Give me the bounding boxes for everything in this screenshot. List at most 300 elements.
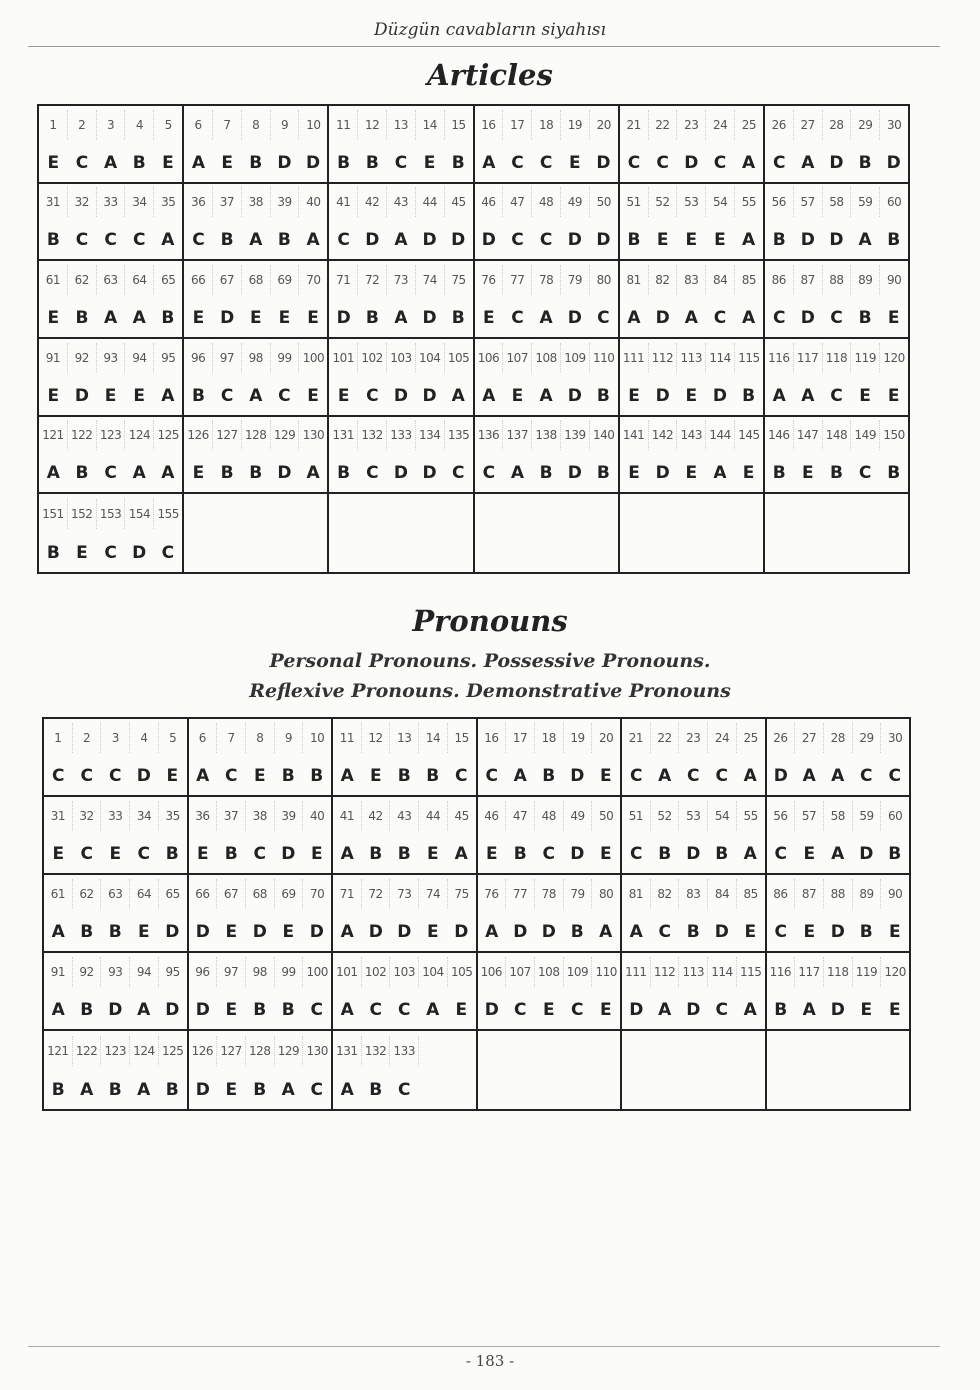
answer-group bbox=[329, 339, 474, 415]
question-number: 123 bbox=[97, 420, 126, 450]
answer-group bbox=[622, 719, 767, 795]
question-number: 100 bbox=[302, 350, 325, 365]
answer-letter-row bbox=[475, 454, 618, 492]
question-number: 18 bbox=[535, 723, 564, 753]
answer-group bbox=[333, 1031, 478, 1109]
question-number: 109 bbox=[564, 957, 593, 987]
answer-letter-row bbox=[478, 1070, 621, 1109]
answer-group bbox=[475, 339, 620, 415]
answer-letter: C bbox=[109, 766, 122, 786]
answer-letter-row bbox=[767, 1070, 910, 1109]
question-number: 108 bbox=[532, 343, 561, 373]
answer-letter: D bbox=[567, 230, 582, 251]
answer-letter: A bbox=[451, 385, 465, 406]
answer-letter: A bbox=[482, 385, 496, 406]
answer-letter: C bbox=[366, 463, 379, 484]
question-number: 80 bbox=[596, 273, 611, 288]
answer-group bbox=[478, 1031, 623, 1109]
question-number: 41 bbox=[329, 187, 358, 217]
answer-letter: A bbox=[485, 922, 499, 942]
answer-group bbox=[478, 875, 623, 951]
question-number: 39 bbox=[275, 801, 304, 831]
question-number-row bbox=[478, 875, 621, 913]
question-number: 126 bbox=[184, 420, 213, 450]
question-number: 97 bbox=[217, 957, 246, 987]
answer-letter: A bbox=[394, 230, 408, 251]
question-number: 115 bbox=[738, 350, 760, 365]
answer-group bbox=[620, 106, 765, 182]
answer-letter: B bbox=[192, 385, 205, 406]
answer-group bbox=[44, 875, 189, 951]
question-number: 118 bbox=[824, 957, 853, 987]
question-number: 63 bbox=[101, 879, 130, 909]
answer-letter: C bbox=[687, 766, 700, 786]
question-number-row bbox=[475, 184, 618, 222]
answer-letter: D bbox=[195, 1000, 210, 1020]
answer-letter: B bbox=[46, 542, 60, 563]
answer-letter: C bbox=[398, 1079, 411, 1100]
answer-letter: B bbox=[80, 922, 94, 942]
answer-group bbox=[44, 797, 189, 873]
question-number-row bbox=[184, 106, 327, 144]
question-number-row bbox=[767, 797, 910, 835]
answer-group bbox=[184, 494, 329, 572]
question-number: 24 bbox=[708, 723, 737, 753]
question-number: 108 bbox=[535, 957, 564, 987]
question-number-row bbox=[184, 261, 327, 299]
answer-letter: E bbox=[483, 307, 495, 328]
question-number: 132 bbox=[362, 1036, 391, 1066]
answer-group bbox=[767, 953, 910, 1029]
answer-letter: C bbox=[220, 385, 234, 406]
answer-group bbox=[189, 875, 334, 951]
question-number: 91 bbox=[39, 343, 68, 373]
answer-letter: C bbox=[104, 230, 117, 251]
answer-band bbox=[39, 106, 908, 184]
answer-group bbox=[620, 184, 765, 260]
answer-letter-row bbox=[765, 533, 908, 572]
answer-band bbox=[44, 875, 909, 953]
answer-letter-row bbox=[622, 991, 765, 1029]
question-number-row bbox=[44, 797, 187, 835]
answer-letter-row bbox=[44, 991, 187, 1029]
answer-letter: C bbox=[627, 152, 641, 173]
answer-letter: A bbox=[831, 766, 845, 786]
question-number: 8 bbox=[242, 110, 271, 140]
question-number: 58 bbox=[824, 801, 853, 831]
question-number: 64 bbox=[125, 265, 154, 295]
question-number: 125 bbox=[161, 1043, 184, 1058]
question-number: 59 bbox=[851, 187, 880, 217]
question-number: 68 bbox=[242, 265, 271, 295]
answer-letter: A bbox=[137, 1000, 151, 1020]
question-number: 77 bbox=[506, 879, 535, 909]
question-number: 77 bbox=[503, 265, 532, 295]
answer-letter: D bbox=[336, 307, 351, 328]
answer-letter: A bbox=[306, 230, 320, 251]
question-number: 94 bbox=[125, 343, 154, 373]
question-number: 26 bbox=[767, 723, 796, 753]
question-number: 7 bbox=[217, 723, 246, 753]
answer-letter-row bbox=[333, 913, 476, 951]
question-number: 127 bbox=[213, 420, 242, 450]
answer-letter-row bbox=[184, 377, 327, 415]
answer-group bbox=[622, 875, 767, 951]
answer-letter-row bbox=[39, 454, 182, 492]
question-number: 36 bbox=[184, 187, 213, 217]
question-number-row bbox=[333, 719, 476, 757]
question-number: 139 bbox=[561, 420, 590, 450]
answer-letter: B bbox=[132, 152, 146, 173]
question-number: 27 bbox=[794, 110, 823, 140]
question-number: 10 bbox=[310, 731, 325, 745]
question-number: 113 bbox=[677, 343, 706, 373]
answer-letter: A bbox=[340, 844, 354, 864]
answer-letter: D bbox=[567, 385, 582, 406]
question-number: 78 bbox=[535, 879, 564, 909]
question-number: 45 bbox=[454, 809, 469, 823]
question-number: 122 bbox=[73, 1036, 102, 1066]
question-number: 93 bbox=[97, 343, 126, 373]
answer-group bbox=[189, 719, 334, 795]
answer-letter-row bbox=[39, 377, 182, 415]
answer-letter: D bbox=[136, 766, 151, 786]
question-number: 120 bbox=[883, 350, 905, 365]
answer-letter: D bbox=[451, 230, 466, 251]
question-number-row bbox=[765, 261, 908, 299]
answer-letter-row bbox=[184, 299, 327, 337]
answer-letter-row bbox=[189, 757, 332, 795]
answer-letter: B bbox=[772, 463, 786, 484]
question-number: 133 bbox=[390, 1036, 419, 1066]
question-number: 104 bbox=[416, 343, 445, 373]
answer-letter-row bbox=[478, 835, 621, 873]
answer-letter: A bbox=[104, 307, 118, 328]
answer-letter: B bbox=[365, 152, 379, 173]
question-number: 79 bbox=[561, 265, 590, 295]
question-number: 43 bbox=[387, 187, 416, 217]
question-number: 78 bbox=[532, 265, 561, 295]
question-number-row bbox=[39, 494, 182, 533]
answer-letter: C bbox=[713, 152, 727, 173]
answer-group bbox=[765, 261, 908, 337]
question-number: 92 bbox=[73, 957, 102, 987]
answer-letter: E bbox=[685, 230, 698, 251]
answer-letter-row bbox=[622, 757, 765, 795]
question-number: 95 bbox=[165, 965, 180, 979]
question-number: 51 bbox=[622, 801, 651, 831]
answer-letter: A bbox=[137, 1079, 151, 1100]
question-number: 114 bbox=[708, 957, 737, 987]
answer-letter: A bbox=[196, 766, 210, 786]
answer-letter: C bbox=[104, 463, 117, 484]
question-number: 129 bbox=[275, 1036, 304, 1066]
answer-group bbox=[44, 1031, 189, 1109]
answer-letter: C bbox=[80, 766, 93, 786]
question-number: 95 bbox=[161, 350, 176, 365]
question-number: 4 bbox=[130, 723, 159, 753]
question-number: 5 bbox=[169, 731, 177, 745]
answer-letter: C bbox=[630, 766, 643, 786]
answer-letter: C bbox=[772, 152, 786, 173]
question-number: 8 bbox=[246, 723, 275, 753]
question-number: 84 bbox=[708, 879, 737, 909]
question-number: 71 bbox=[333, 879, 362, 909]
question-number: 23 bbox=[679, 723, 708, 753]
answer-group bbox=[333, 953, 478, 1029]
answer-letter: E bbox=[742, 463, 755, 484]
question-number-row bbox=[475, 494, 618, 533]
answer-letter: C bbox=[482, 463, 496, 484]
answer-letter: A bbox=[802, 1000, 816, 1020]
answer-letter-row bbox=[189, 991, 332, 1029]
question-number: 123 bbox=[101, 1036, 130, 1066]
answer-letter: D bbox=[277, 152, 292, 173]
question-number: 28 bbox=[824, 723, 853, 753]
question-number: 85 bbox=[743, 887, 758, 901]
answer-letter: B bbox=[337, 152, 351, 173]
answer-letter: D bbox=[513, 922, 528, 942]
question-number: 102 bbox=[358, 343, 387, 373]
question-number: 86 bbox=[767, 879, 796, 909]
running-head: Düzgün cavabların siyahısı bbox=[374, 20, 606, 40]
answer-letter-row bbox=[620, 533, 763, 572]
question-number: 75 bbox=[451, 273, 466, 288]
question-number: 138 bbox=[532, 420, 561, 450]
answer-band bbox=[39, 417, 908, 495]
answer-letter-row bbox=[333, 991, 476, 1029]
question-number-row bbox=[620, 417, 763, 455]
answer-letter: B bbox=[858, 307, 872, 328]
question-number: 40 bbox=[310, 809, 325, 823]
answer-letter: B bbox=[513, 844, 527, 864]
question-number: 49 bbox=[561, 187, 590, 217]
question-number: 62 bbox=[73, 879, 102, 909]
question-number: 98 bbox=[242, 343, 271, 373]
question-number: 60 bbox=[888, 809, 903, 823]
question-number-row bbox=[620, 261, 763, 299]
answer-letter: D bbox=[629, 1000, 644, 1020]
answer-letter: B bbox=[742, 385, 756, 406]
answer-letter: D bbox=[220, 307, 235, 328]
question-number: 37 bbox=[217, 801, 246, 831]
answer-letter: D bbox=[686, 844, 701, 864]
answer-letter: C bbox=[137, 844, 150, 864]
answer-letter: B bbox=[80, 1000, 94, 1020]
answer-letter: A bbox=[801, 152, 815, 173]
answer-letter: E bbox=[542, 1000, 555, 1020]
question-number: 130 bbox=[302, 428, 325, 443]
question-number-row bbox=[622, 797, 765, 835]
answer-letter: E bbox=[485, 844, 498, 864]
answer-letter-row bbox=[39, 144, 182, 182]
question-number: 63 bbox=[97, 265, 126, 295]
answer-letter: E bbox=[76, 542, 88, 563]
answer-letter: A bbox=[741, 307, 756, 328]
question-number: 54 bbox=[708, 801, 737, 831]
answer-letter-row bbox=[620, 377, 763, 415]
question-number: 57 bbox=[795, 801, 824, 831]
answer-letter: D bbox=[800, 307, 815, 328]
answer-group bbox=[184, 106, 329, 182]
answer-letter: C bbox=[539, 230, 553, 251]
answer-group bbox=[184, 339, 329, 415]
answer-letter: D bbox=[481, 230, 496, 251]
answer-letter: A bbox=[629, 922, 643, 942]
question-number: 53 bbox=[679, 801, 708, 831]
answer-letter-row bbox=[184, 533, 327, 572]
answer-letter: A bbox=[306, 463, 320, 484]
answer-letter-row bbox=[333, 1070, 476, 1109]
question-number: 81 bbox=[620, 265, 649, 295]
answer-letter-row bbox=[767, 757, 910, 795]
question-number: 153 bbox=[97, 499, 126, 529]
answer-letter: C bbox=[542, 844, 555, 864]
question-number: 65 bbox=[165, 887, 180, 901]
question-number: 36 bbox=[189, 801, 218, 831]
answer-group bbox=[765, 184, 908, 260]
question-number-row bbox=[765, 494, 908, 533]
question-number: 39 bbox=[271, 187, 300, 217]
answer-letter: A bbox=[684, 307, 698, 328]
question-number: 31 bbox=[44, 801, 73, 831]
question-number-row bbox=[478, 1031, 621, 1070]
question-number: 103 bbox=[387, 343, 416, 373]
answer-group bbox=[475, 184, 620, 260]
question-number: 68 bbox=[246, 879, 275, 909]
answer-letter: C bbox=[715, 766, 728, 786]
question-number: 87 bbox=[794, 265, 823, 295]
question-number-row bbox=[184, 494, 327, 533]
answer-letter: E bbox=[656, 230, 669, 251]
answer-letter: D bbox=[393, 385, 408, 406]
question-number-row bbox=[39, 261, 182, 299]
question-number: 29 bbox=[851, 110, 880, 140]
question-number: 112 bbox=[649, 343, 678, 373]
answer-letter: A bbox=[340, 1079, 354, 1100]
question-number: 109 bbox=[561, 343, 590, 373]
answer-letter-row bbox=[189, 913, 332, 951]
question-number: 35 bbox=[161, 195, 176, 210]
answer-letter: D bbox=[800, 230, 815, 251]
answer-group bbox=[189, 797, 334, 873]
question-number: 114 bbox=[706, 343, 735, 373]
answer-letter: B bbox=[627, 230, 641, 251]
answer-letter-row bbox=[184, 454, 327, 492]
answer-letter-row bbox=[333, 835, 476, 873]
answer-letter: E bbox=[628, 385, 640, 406]
question-number: 96 bbox=[184, 343, 213, 373]
question-number: 6 bbox=[184, 110, 213, 140]
answer-letter: B bbox=[887, 230, 901, 251]
answer-group bbox=[767, 797, 910, 873]
question-number: 73 bbox=[390, 879, 419, 909]
answer-letter-row bbox=[329, 221, 472, 259]
question-number: 82 bbox=[649, 265, 678, 295]
question-number-row bbox=[189, 1031, 332, 1070]
question-number: 20 bbox=[596, 117, 611, 132]
question-number: 5 bbox=[164, 117, 172, 132]
answer-letter: E bbox=[192, 307, 205, 328]
question-number-row bbox=[622, 1031, 765, 1070]
answer-letter: C bbox=[485, 766, 498, 786]
answer-letter: D bbox=[596, 230, 611, 251]
answer-letter: E bbox=[52, 844, 65, 864]
answer-letter: C bbox=[310, 1000, 323, 1020]
question-number: 113 bbox=[679, 957, 708, 987]
answer-letter: D bbox=[132, 542, 147, 563]
answer-letter: B bbox=[277, 230, 291, 251]
question-number-row bbox=[478, 719, 621, 757]
answer-letter: E bbox=[47, 385, 60, 406]
question-number: 145 bbox=[738, 428, 760, 443]
answer-letter: E bbox=[685, 385, 698, 406]
answer-group bbox=[184, 184, 329, 260]
question-number: 66 bbox=[184, 265, 213, 295]
answer-band bbox=[39, 261, 908, 339]
question-number: 116 bbox=[767, 957, 796, 987]
answer-letter: B bbox=[253, 1079, 267, 1100]
answer-letter: C bbox=[571, 1000, 584, 1020]
answer-letter: D bbox=[859, 844, 874, 864]
answer-group bbox=[184, 261, 329, 337]
question-number: 87 bbox=[795, 879, 824, 909]
answer-letter: B bbox=[829, 463, 843, 484]
pronouns-subtitle-line-2: Reflexive Pronouns. Demonstrative Pronouns bbox=[249, 680, 731, 702]
answer-letter: B bbox=[596, 385, 610, 406]
answer-letter: B bbox=[426, 766, 440, 786]
answer-group bbox=[39, 417, 184, 493]
question-number: 72 bbox=[358, 265, 387, 295]
question-number: 3 bbox=[101, 723, 130, 753]
question-number: 127 bbox=[217, 1036, 246, 1066]
answer-letter: A bbox=[51, 1000, 65, 1020]
answer-letter: A bbox=[743, 1000, 757, 1020]
answer-letter: B bbox=[253, 1000, 267, 1020]
question-number-row bbox=[39, 106, 182, 144]
answer-letter: D bbox=[397, 922, 412, 942]
question-number: 101 bbox=[329, 343, 358, 373]
question-number: 118 bbox=[823, 343, 852, 373]
answer-letter: B bbox=[451, 307, 465, 328]
answer-letter: A bbox=[161, 385, 175, 406]
answer-letter: A bbox=[454, 844, 468, 864]
answer-letter: B bbox=[451, 152, 465, 173]
question-number: 70 bbox=[306, 273, 321, 288]
question-number: 81 bbox=[622, 879, 651, 909]
question-number: 83 bbox=[677, 265, 706, 295]
answer-letter-row bbox=[622, 913, 765, 951]
question-number: 142 bbox=[649, 420, 678, 450]
question-number: 46 bbox=[478, 801, 507, 831]
question-number: 148 bbox=[823, 420, 852, 450]
question-number-row bbox=[44, 719, 187, 757]
answer-letter: C bbox=[597, 307, 610, 328]
answer-letter: E bbox=[803, 844, 816, 864]
question-number-row bbox=[478, 797, 621, 835]
answer-letter-row bbox=[44, 835, 187, 873]
answer-letter: B bbox=[596, 463, 610, 484]
question-number: 10 bbox=[306, 117, 321, 132]
answer-letter: A bbox=[627, 307, 641, 328]
answer-letter: A bbox=[858, 230, 872, 251]
question-number: 116 bbox=[765, 343, 794, 373]
question-number: 48 bbox=[532, 187, 561, 217]
question-number: 21 bbox=[620, 110, 649, 140]
answer-letter: C bbox=[858, 463, 872, 484]
question-number: 16 bbox=[478, 723, 507, 753]
question-number: 103 bbox=[390, 957, 419, 987]
